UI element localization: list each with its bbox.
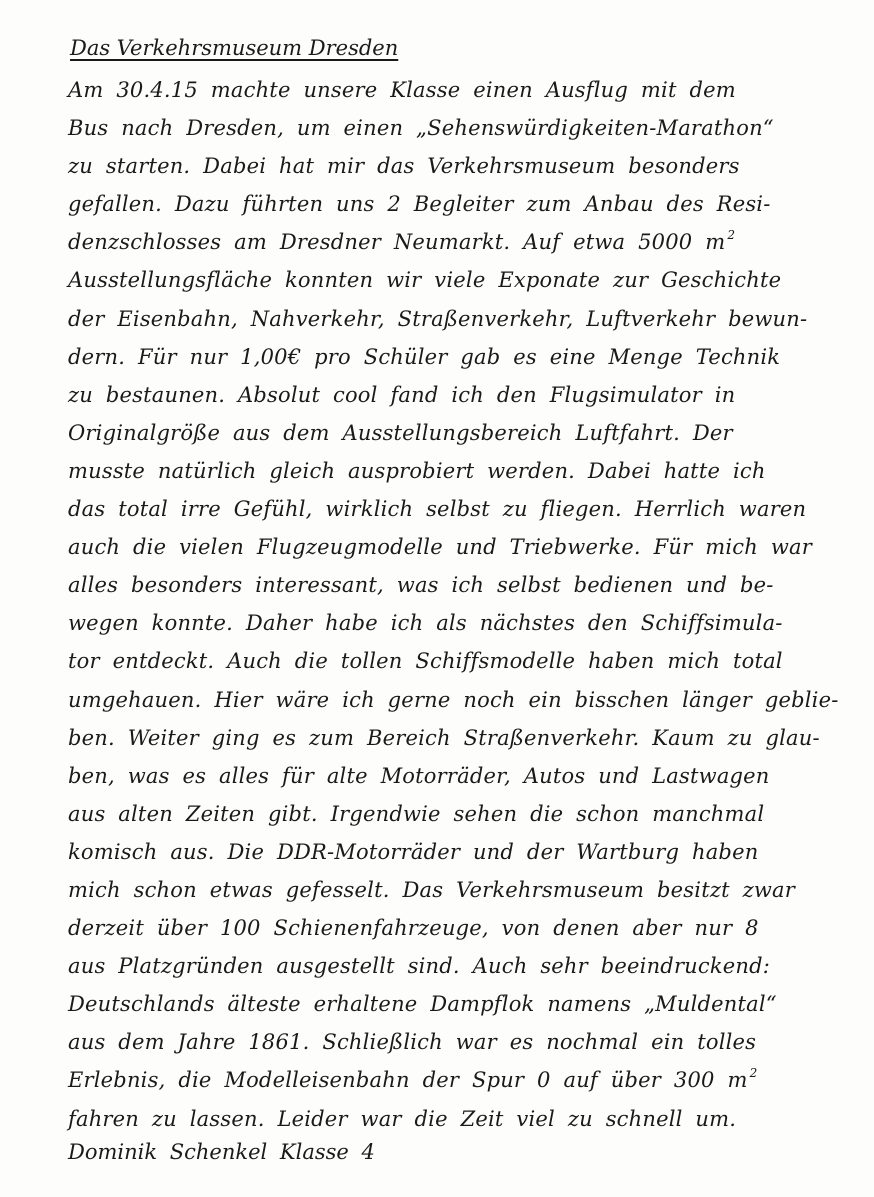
- text-line: ben. Weiter ging es zum Bereich Straßenverkehr. Kaum zu glau-: [68, 725, 820, 750]
- text-line: wegen konnte. Daher habe ich als nächstes den Schiffsimula-: [68, 611, 783, 636]
- superscript-two: 2: [727, 228, 736, 243]
- text-line: ben, was es alles für alte Motorräder, Autos und Lastwagen: [68, 763, 770, 788]
- text-line: Originalgröße aus dem Ausstellungsbereich Luftfahrt. Der: [68, 420, 733, 445]
- page-title: Das Verkehrsmuseum Dresden: [70, 36, 399, 60]
- text-line: Bus nach Dresden, um einen „Sehenswürdigkeiten-Marathon“: [68, 116, 774, 141]
- text-line: mich schon etwas gefesselt. Das Verkehrsmuseum besitzt zwar: [68, 877, 796, 902]
- text-line: zu starten. Dabei hat mir das Verkehrsmuseum besonders: [68, 154, 740, 179]
- text-line: aus dem Jahre 1861. Schließlich war es nochmal ein tolles: [68, 1030, 757, 1055]
- superscript-two: 2: [749, 1066, 758, 1081]
- text-line: aus alten Zeiten gibt. Irgendwie sehen die schon manchmal: [68, 801, 765, 826]
- text-line: zu bestaunen. Absolut cool fand ich den Flugsimulator in: [68, 382, 736, 407]
- text-line: derzeit über 100 Schienenfahrzeuge, von denen aber nur 8: [68, 916, 759, 941]
- text-line: Am 30.4.15 machte unsere Klasse einen Ausflug mit dem: [68, 78, 736, 102]
- text-line: komisch aus. Die DDR-Motorräder und der Wartburg haben: [68, 839, 759, 864]
- text-line: musste natürlich gleich ausprobiert werden. Dabei hatte ich: [68, 458, 766, 483]
- text-line: tor entdeckt. Auch die tollen Schiffsmodelle haben mich total: [68, 649, 783, 674]
- text-line: alles besonders interessant, was ich selbst bedienen und be-: [68, 573, 774, 598]
- text-line: denzschlosses am Dresdner Neumarkt. Auf etwa 5000 m $^2$: [68, 228, 736, 255]
- text-line: umgehauen. Hier wäre ich gerne noch ein bisschen länger geblie-: [68, 687, 839, 712]
- text-line: der Eisenbahn, Nahverkehr, Straßenverkehr, Luftverkehr bewun-: [68, 306, 808, 331]
- text-line: Ausstellungsfläche konnten wir viele Exponate zur Geschichte: [68, 268, 782, 293]
- essay-body: [68, 71, 839, 1138]
- text-line: aus Platzgründen ausgestellt sind. Auch sehr beeindruckend:: [68, 954, 771, 979]
- author-signature-line: Dominik Schenkel Klasse 4: [68, 1140, 375, 1164]
- text-line: fahren zu lassen. Leider war die Zeit viel zu schnell um.: [68, 1106, 737, 1131]
- text-line: das total irre Gefühl, wirklich selbst zu fliegen. Herrlich waren: [68, 497, 807, 522]
- text-line: gefallen. Dazu führten uns 2 Begleiter zum Anbau des Resi-: [68, 192, 771, 217]
- text-line: Deutschlands älteste erhaltene Dampflok namens „Muldental“: [68, 992, 777, 1017]
- text-line: Erlebnis, die Modelleisenbahn der Spur 0 auf über 300 m $^2$: [68, 1066, 758, 1093]
- text-line: dern. Für nur 1,00€ pro Schüler gab es eine Menge Technik: [68, 344, 781, 369]
- text-line: auch die vielen Flugzeugmodelle und Triebwerke. Für mich war: [68, 535, 812, 560]
